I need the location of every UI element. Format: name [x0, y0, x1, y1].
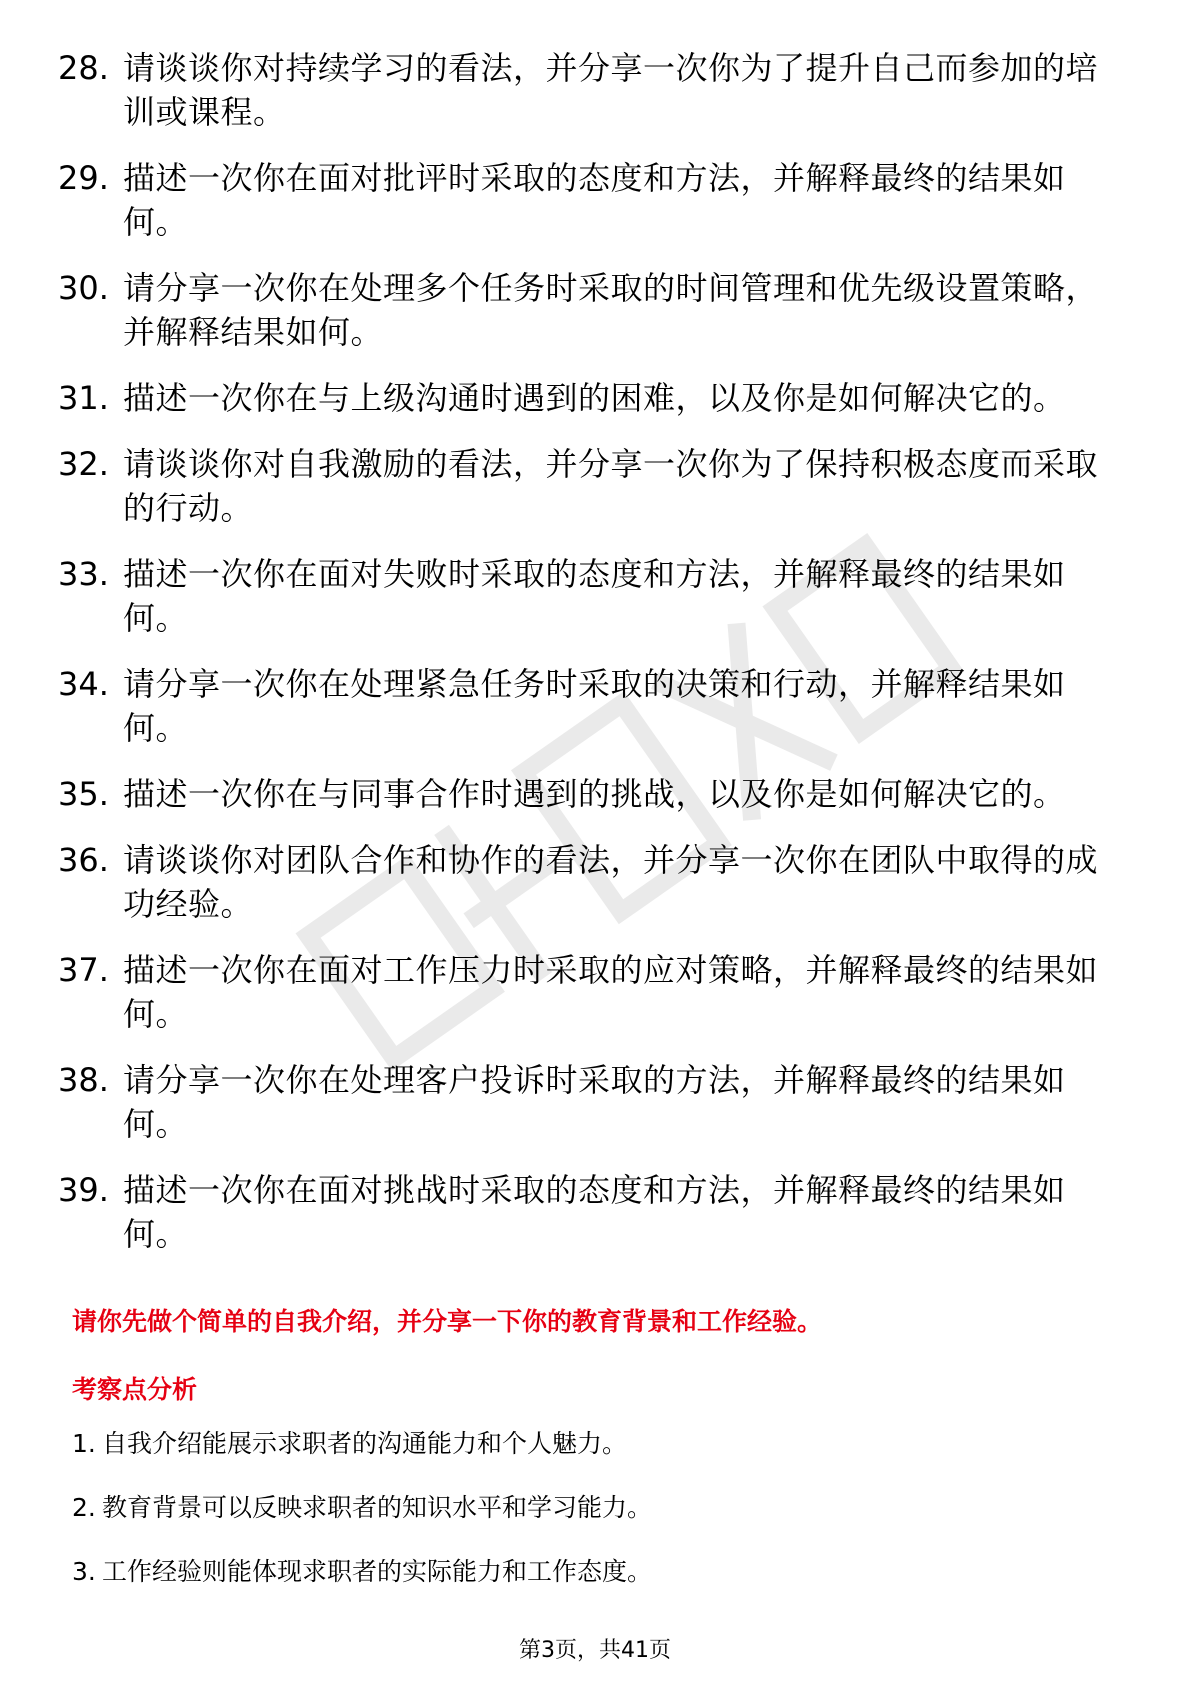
- question-text: 描述一次你在与上级沟通时遇到的困难，以及你是如何解决它的。: [123, 379, 1066, 417]
- question-number: 31.: [58, 379, 109, 417]
- focus-question-heading: 请你先做个简单的自我介绍，并分享一下你的教育背景和工作经验。: [72, 1307, 823, 1336]
- question-text: 描述一次你在面对失败时采取的态度和方法，并解释最终的结果如何。: [123, 555, 1066, 637]
- question-text: 描述一次你在面对工作压力时采取的应对策略，并解释最终的结果如何。: [123, 951, 1099, 1033]
- question-text: 请分享一次你在处理客户投诉时采取的方法，并解释最终的结果如何。: [123, 1061, 1066, 1143]
- analysis-number: 1.: [72, 1429, 96, 1458]
- analysis-number: 3.: [72, 1557, 96, 1586]
- analysis-list: [72, 1426, 652, 1618]
- question-item: [58, 1168, 1118, 1256]
- question-item: [58, 1058, 1118, 1146]
- question-item: [58, 442, 1118, 530]
- analysis-item: [72, 1490, 652, 1526]
- analysis-item: [72, 1426, 652, 1462]
- question-number: 34.: [58, 665, 109, 703]
- question-number: 29.: [58, 159, 109, 197]
- question-number: 30.: [58, 269, 109, 307]
- question-item: [58, 838, 1118, 926]
- analysis-text: 教育背景可以反映求职者的知识水平和学习能力。: [102, 1493, 653, 1522]
- question-item: [58, 46, 1118, 134]
- question-text: 请谈谈你对团队合作和协作的看法，并分享一次你在团队中取得的成功经验。: [123, 841, 1099, 923]
- question-text: 请谈谈你对持续学习的看法，并分享一次你为了提升自己而参加的培训或课程。: [123, 49, 1099, 131]
- question-item: [58, 266, 1118, 354]
- question-number: 32.: [58, 445, 109, 483]
- question-list: [58, 46, 1118, 1278]
- question-item: [58, 376, 1118, 420]
- question-text: 描述一次你在与同事合作时遇到的挑战，以及你是如何解决它的。: [123, 775, 1066, 813]
- question-number: 38.: [58, 1061, 109, 1099]
- question-text: 描述一次你在面对批评时采取的态度和方法，并解释最终的结果如何。: [123, 159, 1066, 241]
- question-item: [58, 662, 1118, 750]
- question-text: 请分享一次你在处理多个任务时采取的时间管理和优先级设置策略，并解释结果如何。: [123, 269, 1099, 351]
- question-text: 描述一次你在面对挑战时采取的态度和方法，并解释最终的结果如何。: [123, 1171, 1066, 1253]
- question-item: [58, 772, 1118, 816]
- analysis-text: 工作经验则能体现求职者的实际能力和工作态度。: [102, 1557, 653, 1586]
- question-number: 36.: [58, 841, 109, 879]
- question-number: 33.: [58, 555, 109, 593]
- question-number: 35.: [58, 775, 109, 813]
- analysis-heading: 考察点分析: [72, 1375, 198, 1404]
- page-footer: 第3页，共41页: [519, 1638, 671, 1663]
- analysis-number: 2.: [72, 1493, 96, 1522]
- question-number: 37.: [58, 951, 109, 989]
- question-text: 请分享一次你在处理紧急任务时采取的决策和行动，并解释结果如何。: [123, 665, 1066, 747]
- question-item: [58, 552, 1118, 640]
- analysis-item: [72, 1554, 652, 1590]
- question-number: 39.: [58, 1171, 109, 1209]
- question-text: 请谈谈你对自我激励的看法，并分享一次你为了保持积极态度而采取的行动。: [123, 445, 1099, 527]
- question-number: 28.: [58, 49, 109, 87]
- question-item: [58, 948, 1118, 1036]
- analysis-text: 自我介绍能展示求职者的沟通能力和个人魅力。: [102, 1429, 628, 1458]
- question-item: [58, 156, 1118, 244]
